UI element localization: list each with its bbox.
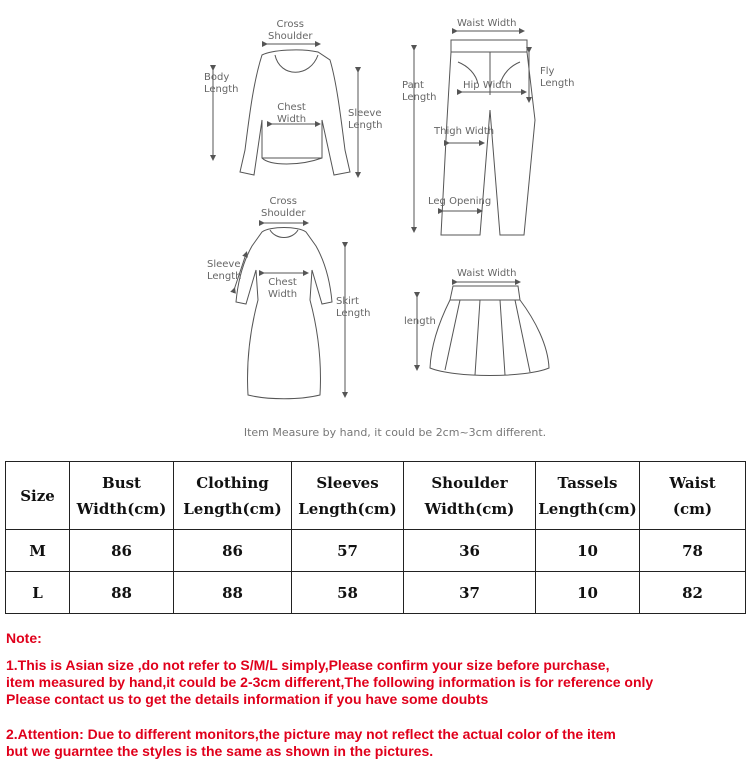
- sweater-body-length-label: Body Length: [204, 72, 239, 95]
- header-clothing-length: Clothing Length(cm): [174, 462, 292, 530]
- notes-section: [6, 630, 746, 760]
- sweater-sleeve-length-label: Sleeve Length: [348, 108, 383, 131]
- cell-bust: 88: [70, 572, 174, 614]
- cell-waist: 82: [640, 572, 746, 614]
- cell-tassels: 10: [536, 530, 640, 572]
- measure-note: Item Measure by hand, it could be 2cm~3cm different.: [243, 426, 547, 439]
- header-tassels-length: Tassels Length(cm): [536, 462, 640, 530]
- dress-sketch: [236, 228, 332, 399]
- note-line: 2.Attention: Due to different monitors,the picture may not reflect the actual color of the item: [6, 726, 616, 742]
- dress-sleeve-length-label: Sleeve Length: [207, 259, 242, 282]
- table-row: [6, 530, 746, 572]
- header-bust-width: Bust Width(cm): [70, 462, 174, 530]
- cell-clothing-length: 88: [174, 572, 292, 614]
- cell-tassels: 10: [536, 572, 640, 614]
- cell-sleeves: 58: [292, 572, 404, 614]
- sweater-chest-width-label: Chest Width: [277, 102, 307, 125]
- notes-title: Note:: [6, 630, 42, 646]
- cell-shoulder: 37: [404, 572, 536, 614]
- dress-chest-width-label: Chest Width: [268, 277, 298, 300]
- note-line: Please contact us to get the details information if you have some doubts: [6, 691, 489, 707]
- cell-clothing-length: 86: [174, 530, 292, 572]
- header-shoulder-width: Shoulder Width(cm): [404, 462, 536, 530]
- cell-shoulder: 36: [404, 530, 536, 572]
- size-chart-table: [5, 461, 746, 614]
- skirt-sketch: [430, 286, 549, 376]
- skirt-length-label: length: [404, 316, 436, 327]
- pants-fly-length-label: Fly Length: [540, 66, 575, 89]
- pants-pant-length-label: Pant Length: [402, 80, 437, 103]
- header-waist: Waist (cm): [640, 462, 746, 530]
- cell-waist: 78: [640, 530, 746, 572]
- header-size: Size: [6, 462, 70, 530]
- dress-skirt-length-label: Skirt Length: [336, 296, 371, 319]
- cell-sleeves: 57: [292, 530, 404, 572]
- skirt-waist-width-label: Waist Width: [457, 268, 517, 279]
- pants-thigh-width-label: Thigh Width: [434, 126, 495, 137]
- pants-hip-width-label: Hip Width: [463, 80, 512, 91]
- pants-waist-width-label: Waist Width: [457, 18, 517, 29]
- cell-bust: 86: [70, 530, 174, 572]
- note-line: 1.This is Asian size ,do not refer to S/M/L simply,Please confirm your size before purchase,: [6, 657, 610, 673]
- table-row: [6, 572, 746, 614]
- sweater-cross-shoulder-label: Cross Shoulder: [268, 19, 313, 42]
- table-header-row: [6, 462, 746, 530]
- note-line: item measured by hand,it could be 2-3cm different,The following information is for reference only: [6, 674, 654, 690]
- cell-size: M: [6, 530, 70, 572]
- pants-leg-opening-label: Leg Opening: [428, 196, 492, 207]
- dress-cross-shoulder-label: Cross Shoulder: [261, 196, 306, 219]
- cell-size: L: [6, 572, 70, 614]
- note-line: but we guarntee the styles is the same as shown in the pictures.: [6, 743, 434, 759]
- header-sleeves-length: Sleeves Length(cm): [292, 462, 404, 530]
